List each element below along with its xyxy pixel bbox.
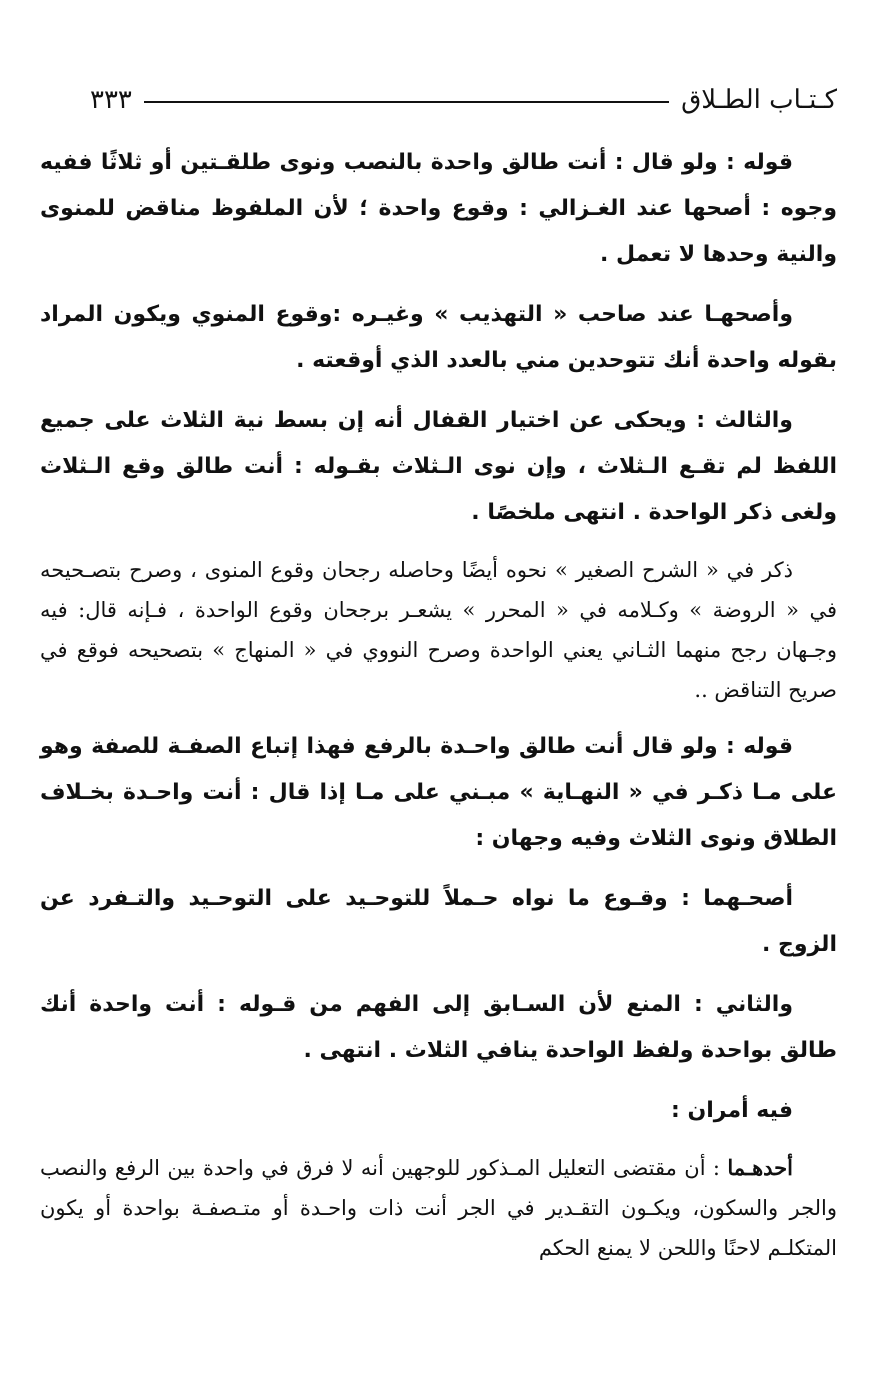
paragraph-9-text: : أن مقتضى التعليل المـذكور للوجهين أنه لا فرق في واحدة بين الرفع والنصب والجر والسكون، ويكـون التقـدير في الجر أنت ذات واحـدة أو متـصفـة بواحدة أو يكون المتكلـم لاحنًا واللحن لا يمنع الحكم bbox=[40, 1156, 837, 1260]
page-number: ٣٣٣ bbox=[90, 85, 132, 115]
page-header bbox=[90, 78, 837, 122]
paragraph-1: قوله : ولو قال : أنت طالق واحدة بالنصب ونوى طلقـتين أو ثلاثًا ففيه وجوه : أصحها عند الغـزالي : وقوع واحدة ؛ لأن الملفوظ مناقض للمنوى والنية وحدها لا تعمل . bbox=[40, 150, 837, 267]
paragraph-9-lead: أحدهـما bbox=[727, 1155, 793, 1180]
paragraph-4: ذكر في « الشرح الصغير » نحوه أيضًا وحاصله رجحان وقوع المنوى ، وصرح بتصـحيحه في « الروضة » وكـلامه في « المحرر » يشعـر برجحان وقوع الواحدة ، فـإنه قال: فيه وجـهان رجح منهما الثـاني يعني الواحدة وصرح النووي في « المنهاج » بتصحيحه فوقع في صريح التناقض .. bbox=[40, 558, 837, 702]
paragraph-7: والثاني : المنع لأن السـابق إلى الفهم من قـوله : أنت واحدة أنك طالق بواحدة ولفظ الواحدة ينافي الثلاث . انتهى . bbox=[40, 992, 837, 1063]
paragraph-2: وأصحهـا عند صاحب « التهذيب » وغيـره :وقوع المنوي ويكون المراد بقوله واحدة أنك تتوحدين مني بالعدد الذي أوقعته . bbox=[40, 302, 837, 373]
chapter-title: كـتـاب الطـلاق bbox=[681, 85, 837, 115]
paragraph-6: أصحـهما : وقـوع ما نواه حـملاً للتوحـيد على التوحـيد والتـفرد عن الزوج . bbox=[40, 886, 837, 957]
paragraph-9 bbox=[40, 1148, 837, 1268]
paragraph-5: قوله : ولو قال أنت طالق واحـدة بالرفع فهذا إتباع الصفـة للصفة وهو على مـا ذكـر في « النهـاية » مبـني على مـا إذا قال : أنت واحـدة بخـلاف الطلاق ونوى الثلاث وفيه وجهان : bbox=[40, 734, 837, 851]
paragraph-3: والثالث : ويحكى عن اختيار القفال أنه إن بسط نية الثلاث على جميع اللفظ لم تقـع الـثلاث ، وإن نوى الـثلاث بقـوله : أنت طالق وقع الـثلاث ولغى ذكر الواحدة . انتهى ملخصًا . bbox=[40, 408, 837, 525]
paragraph-8: فيه أمران : bbox=[670, 1098, 793, 1123]
page-body bbox=[40, 140, 837, 1282]
header-rule bbox=[144, 101, 669, 103]
